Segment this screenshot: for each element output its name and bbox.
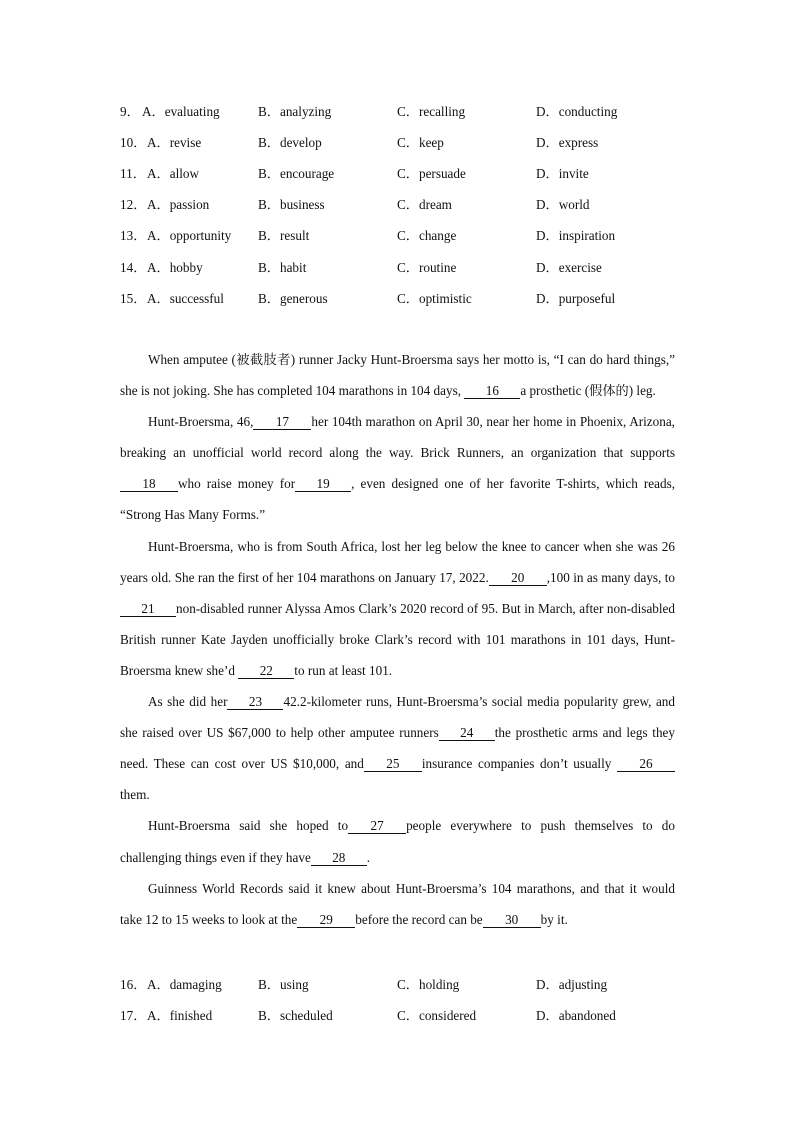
paragraph-1 [120,344,675,406]
option-d: D．purposeful [536,291,616,306]
paragraph-2 [120,406,675,530]
paragraph-text: , even designed one of her favorite T-shirts, which reads, “Strong Has Many Forms.” [120,476,675,523]
option-a: A．revise [147,135,202,150]
option-d: D．world [536,197,590,212]
question-number: 9． [120,104,140,119]
option-a: A．successful [147,291,224,306]
question-number: 14． [120,260,147,275]
option-d: D．inspiration [536,228,616,243]
paragraph-text: by it. [540,911,568,927]
option-d: D．exercise [536,260,602,275]
paragraph-4 [120,686,675,810]
paragraph-text: who raise money for [178,476,296,492]
blank-21: 21 [120,601,176,617]
option-b: B．generous [258,291,328,306]
option-d: D．abandoned [536,1008,616,1023]
option-a: A．opportunity [147,228,232,243]
option-b: B．business [258,197,325,212]
question-number: 11． [120,166,146,181]
blank-24: 24 [439,725,495,741]
option-d: D．adjusting [536,977,608,992]
option-d: D．conducting [536,104,618,119]
paragraph-text: her 104th marathon on April 30, near her home in Phoenix, Arizona, breaking an unofficial world record along the way. Brick Runners, an organization that supports [120,414,675,461]
paragraph-text: ,100 in as many days, to [546,569,675,585]
blank-22: 22 [238,663,294,679]
question-15-options [120,288,720,310]
option-c: C．dream [397,197,452,212]
blank-30: 30 [483,912,541,928]
paragraph-text: When amputee (被截肢者) runner Jacky Hunt-Broersma says her motto is, “I can do hard things,” she is not joking. She has completed 104 marathons in 104 days, [120,352,675,399]
cloze-passage [120,344,675,935]
option-c: C．recalling [397,104,466,119]
question-12-options [120,194,720,216]
question-14-options [120,257,720,279]
paragraph-text: the prosthetic arms and legs they need. These can cost over US $10,000, and [120,725,675,772]
blank-28: 28 [311,850,367,866]
blank-29: 29 [297,912,355,928]
blank-19: 19 [295,476,351,492]
question-17-options [120,1005,720,1027]
option-a: A．hobby [147,260,203,275]
option-b: B．using [258,977,309,992]
option-a: A．damaging [147,977,222,992]
option-c: C．keep [397,135,444,150]
option-b: B．analyzing [258,104,332,119]
question-10-options [120,132,720,154]
option-b: B．scheduled [258,1008,333,1023]
option-c: C．routine [397,260,457,275]
option-c: C．considered [397,1008,477,1023]
blank-17: 17 [253,414,311,430]
question-16-options [120,974,720,996]
paragraph-3 [120,531,675,686]
blank-27: 27 [348,818,406,834]
question-9-options [120,101,720,123]
option-c: C．holding [397,977,460,992]
paragraph-text: people everywhere to push themselves to do challenging things even if they have [120,818,675,865]
paragraph-text: insurance companies don’t usually [421,756,617,772]
blank-23: 23 [227,694,283,710]
question-13-options [120,225,720,247]
paragraph-5 [120,810,675,872]
blank-26: 26 [617,756,675,772]
question-number: 17． [120,1008,147,1023]
blank-20: 20 [489,570,547,586]
paragraph-text: 42.2-kilometer runs, Hunt-Broersma’s social media popularity grew, and she raised over US $67,000 to help other amputee runners [120,694,675,741]
option-b: B．develop [258,135,322,150]
paragraph-text: non-disabled runner Alyssa Amos Clark’s 2020 record of 95. But in March, after non-disabled British runner Kate Jayden unofficially broke Clark’s record with 101 marathons in 101 days, Hunt-Broersma knew she’d [120,600,675,678]
paragraph-text: Hunt-Broersma, 46, [148,414,254,430]
option-b: B．result [258,228,310,243]
option-c: C．change [397,228,457,243]
paragraph-text: Guinness World Records said it knew about Hunt-Broersma’s 104 marathons, and that it would take 12 to 15 weeks to look at the [120,880,675,927]
blank-25: 25 [364,756,422,772]
paragraph-text: Hunt-Broersma said she hoped to [148,818,349,834]
option-b: B．habit [258,260,307,275]
question-number: 12． [120,197,147,212]
blank-18: 18 [120,476,178,492]
option-d: D．express [536,135,599,150]
option-b: B．encourage [258,166,335,181]
paragraph-text: to run at least 101. [294,662,393,678]
paragraph-text: . [366,849,371,865]
question-11-options [120,163,720,185]
question-number: 16． [120,977,147,992]
paragraph-text: Hunt-Broersma, who is from South Africa, lost her leg below the knee to cancer when she was 26 years old. She ran the first of her 104 marathons on January 17, 2022. [120,538,675,585]
option-a: A．passion [147,197,210,212]
question-number: 15． [120,291,147,306]
option-d: D．invite [536,166,589,181]
option-a: A．evaluating [142,104,220,119]
paragraph-text: them. [120,787,150,803]
blank-16: 16 [464,383,520,399]
paragraph-text: before the record can be [355,911,483,927]
paragraph-text: a prosthetic (假体的) leg. [520,383,656,399]
question-number: 10． [120,135,147,150]
option-c: C．optimistic [397,291,472,306]
option-a: A．allow [147,166,200,181]
paragraph-text: As she did her [148,694,228,710]
question-number: 13． [120,228,147,243]
option-c: C．persuade [397,166,466,181]
option-a: A．finished [147,1008,213,1023]
paragraph-6 [120,873,675,935]
